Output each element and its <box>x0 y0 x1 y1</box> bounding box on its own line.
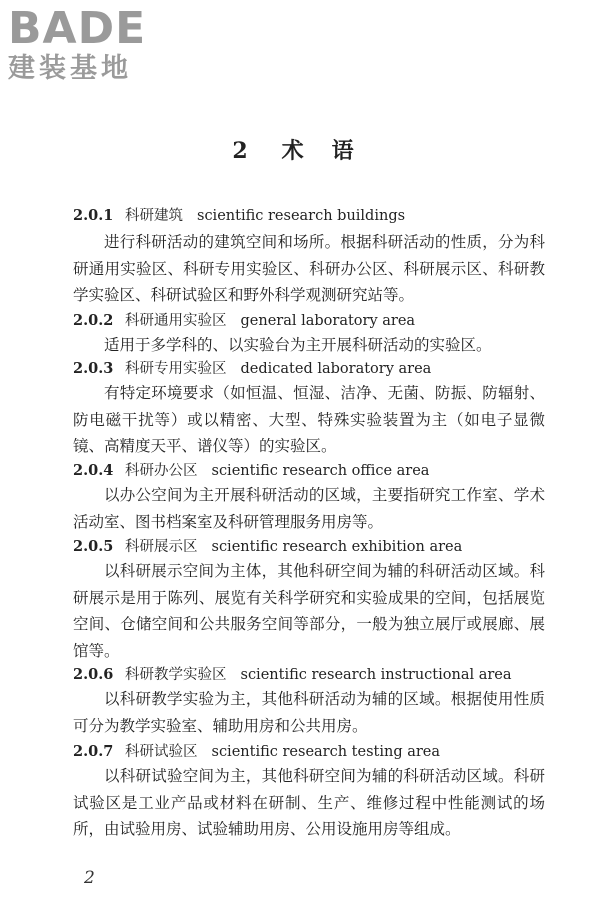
terms-list <box>73 205 545 843</box>
term-english: scientific research buildings <box>197 208 406 224</box>
term-definition: 进行科研活动的建筑空间和场所。根据科研活动的性质，分为科研通用实验区、科研专用实验区、科研办公区、科研展示区、科研教学实验区、科研试验区和野外科学观测研究站等。 <box>73 233 545 304</box>
term-number: 2.0.2 <box>73 312 114 329</box>
term-chinese: 科研办公区 <box>125 463 198 479</box>
term-heading <box>73 536 545 558</box>
term-heading <box>73 205 545 227</box>
term-heading <box>73 310 545 332</box>
chapter-number: 2 <box>232 138 248 164</box>
term-heading <box>73 358 545 380</box>
chapter-title-char-2: 语 <box>331 138 354 164</box>
term-definition: 适用于多学科的、以实验台为主开展科研活动的实验区。 <box>104 336 492 354</box>
term-number: 2.0.5 <box>73 538 114 555</box>
logo <box>8 3 178 84</box>
term-number: 2.0.1 <box>73 207 114 224</box>
term-definition: 以办公空间为主开展科研活动的区域，主要指研究工作室、学术活动室、图书档案室及科研管理服务用房等。 <box>73 486 545 531</box>
term-number: 2.0.7 <box>73 743 114 760</box>
term-english: scientific research exhibition area <box>211 539 463 555</box>
term-definition: 以科研展示空间为主体，其他科研空间为辅的科研活动区域。科研展示是用于陈列、展览有关科学研究和实验成果的空间，包括展览空间、仓储空间和公共服务空间等部分，一般为独立展厅或展廊、展馆等。 <box>73 562 545 660</box>
term-english: scientific research office area <box>211 463 430 479</box>
logo-subtitle: 建装基地 <box>8 53 132 84</box>
chapter-title-char-1: 术 <box>281 138 304 164</box>
chapter-heading <box>0 136 600 166</box>
term-definition: 有特定环境要求（如恒温、恒湿、洁净、无菌、防振、防辐射、防电磁干扰等）或以精密、大型、特殊实验装置为主（如电子显微镜、高精度天平、谱仪等）的实验区。 <box>73 384 545 455</box>
term-chinese: 科研试验区 <box>125 744 198 760</box>
term-chinese: 科研建筑 <box>125 208 183 224</box>
term-definition: 以科研试验空间为主，其他科研空间为辅的科研活动区域。科研试验区是工业产品或材料在研制、生产、维修过程中性能测试的场所，由试验用房、试验辅助用房、公用设施用房等组成。 <box>73 767 545 838</box>
logo-wordmark: BADE <box>8 3 147 54</box>
term-number: 2.0.6 <box>73 666 114 683</box>
term-heading <box>73 664 545 686</box>
term-chinese: 科研专用实验区 <box>125 361 227 377</box>
term-definition: 以科研教学实验为主，其他科研活动为辅的区域。根据使用性质可分为教学实验室、辅助用房和公共用房。 <box>73 690 545 735</box>
term-english: scientific research instructional area <box>240 667 512 683</box>
page-number: 2 <box>84 868 95 888</box>
term-chinese: 科研通用实验区 <box>125 313 227 329</box>
term-english: general laboratory area <box>240 313 416 329</box>
term-english: scientific research testing area <box>211 744 441 760</box>
term-heading <box>73 460 545 482</box>
term-english: dedicated laboratory area <box>240 361 432 377</box>
term-heading <box>73 741 545 763</box>
term-number: 2.0.3 <box>73 360 114 377</box>
term-number: 2.0.4 <box>73 462 114 479</box>
term-chinese: 科研展示区 <box>125 539 198 555</box>
term-chinese: 科研教学实验区 <box>125 667 227 683</box>
